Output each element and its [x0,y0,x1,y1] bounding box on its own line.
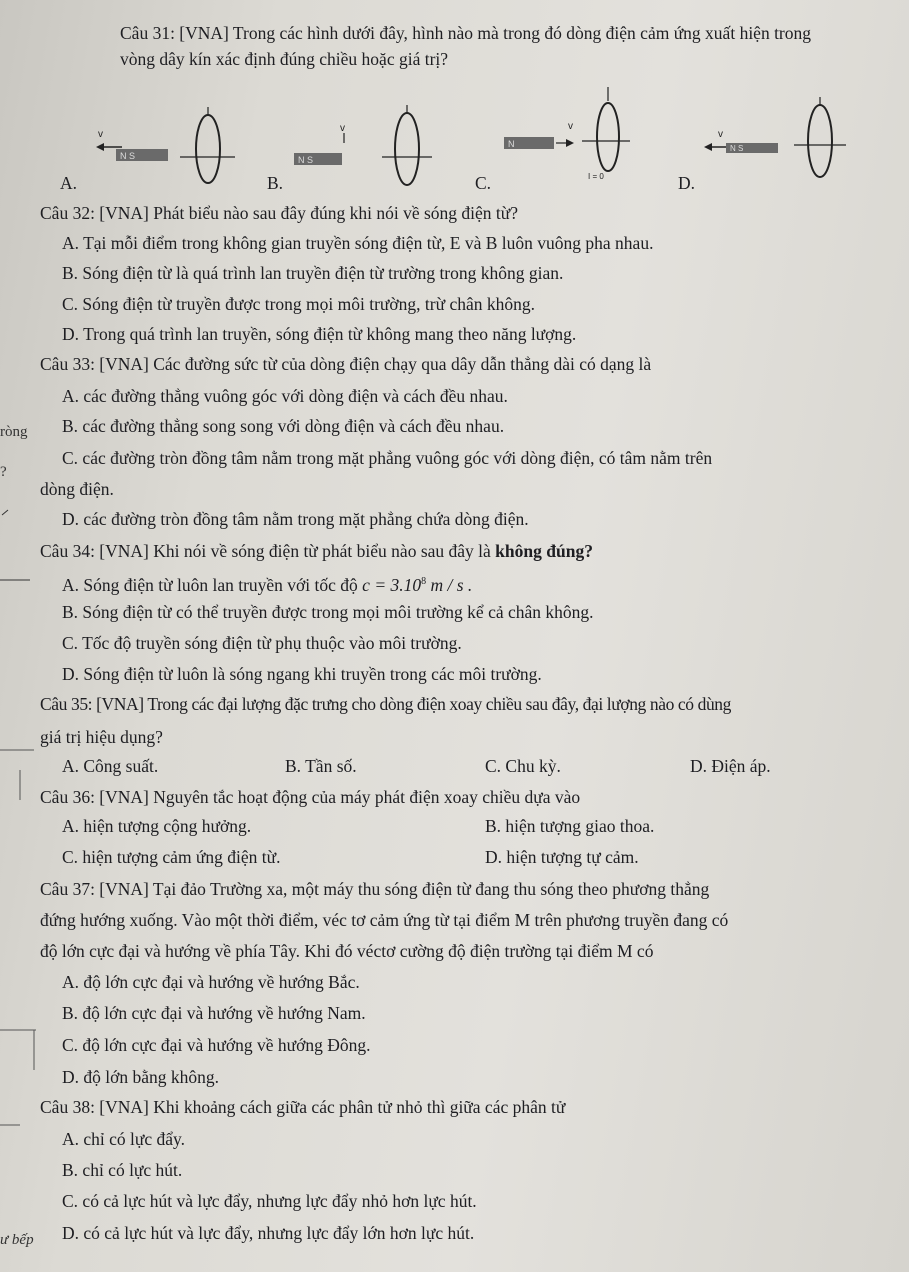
q33-option-c-line2: dòng điện. [40,479,114,499]
figure-c [470,85,670,195]
q37-option-c: C. độ lớn cực đại và hướng về hướng Đông. [62,1035,371,1055]
svg-text:v: v [340,123,345,134]
q35-line1: Câu 35: [VNA] Trong các đại lượng đặc trưng cho dòng điện xoay chiều sau đây, đại lượng nào có dùng [40,694,732,714]
q32-option-a: A. Tại mỗi điểm trong không gian truyền sóng điện từ, E và B luôn vuông pha nhau. [62,233,654,253]
svg-text:N S: N S [298,155,314,165]
q38-option-b: B. chỉ có lực hút. [62,1160,183,1180]
q32-option-d: D. Trong quá trình lan truyền, sóng điện từ không mang theo năng lượng. [62,324,577,344]
q32-option-c: C. Sóng điện từ truyền được trong mọi môi trường, trừ chân không. [62,294,535,314]
margin-note-rong: ròng [0,424,28,440]
q37-line1: Câu 37: [VNA] Tại đảo Trường xa, một máy thu sóng điện từ đang thu sóng theo phương thẳng [40,879,710,899]
figure-d [678,85,878,195]
figure-d-label: D. [678,173,696,193]
q33-option-b: B. các đường thẳng song song với dòng điện và cách đều nhau. [62,416,505,436]
q38-option-a: A. chỉ có lực đẩy. [62,1129,186,1149]
q36-stem: Câu 36: [VNA] Nguyên tắc hoạt động của máy phát điện xoay chiều dựa vào [40,787,581,807]
svg-text:N: N [508,139,515,149]
q35-option-c: C. Chu kỳ. [485,756,561,776]
svg-text:N S: N S [120,151,136,161]
margin-marks [0,330,40,1230]
q37-option-b: B. độ lớn cực đại và hướng về hướng Nam. [62,1003,366,1023]
q38-option-d: D. có cả lực hút và lực đẩy, nhưng lực đẩy lớn hơn lực hút. [62,1223,475,1243]
svg-text:v: v [568,121,573,132]
q32-stem: Câu 32: [VNA] Phát biểu nào sau đây đúng khi nói về sóng điện từ? [40,203,519,223]
q37-line3: độ lớn cực đại và hướng về phía Tây. Khi đó véctơ cường độ điện trường tại điểm M có [40,941,654,961]
figure-a-label: A. [60,173,78,193]
svg-text:N S: N S [730,144,744,153]
q37-option-d: D. độ lớn bằng không. [62,1067,220,1087]
q36-option-b: B. hiện tượng giao thoa. [485,816,655,836]
q35-option-a: A. Công suất. [62,756,159,776]
svg-text:v: v [98,129,103,140]
figure-b-label: B. [267,173,284,193]
figure-c-label: C. [475,173,492,193]
q33-option-d: D. các đường tròn đồng tâm nằm trong mặt phẳng chứa dòng điện. [62,509,529,529]
svg-text:I = 0: I = 0 [588,172,604,181]
q36-option-a: A. hiện tượng cộng hưởng. [62,816,252,836]
q34-stem: Câu 34: [VNA] Khi nói về sóng điện từ phát biểu nào sau đây là không đúng? [40,541,593,561]
q31-line2: vòng dây kín xác định đúng chiều hoặc giá trị? [120,49,449,69]
q36-option-d: D. hiện tượng tự cảm. [485,847,639,867]
q35-option-d: D. Điện áp. [690,756,771,776]
q34-option-c: C. Tốc độ truyền sóng điện từ phụ thuộc vào môi trường. [62,633,462,653]
figure-b [262,85,462,195]
q33-option-c-line1: C. các đường tròn đồng tâm nằm trong mặt phẳng vuông góc với dòng điện, có tâm nằm trên [62,448,713,468]
magnet-coil-icon [470,85,670,195]
q31-line1: Câu 31: [VNA] Trong các hình dưới đây, hình nào mà trong đó dòng điện cảm ứng xuất hiện trong [120,23,812,43]
q35-line2: giá trị hiệu dụng? [40,727,163,747]
q34-option-a: A. Sóng điện từ luôn lan truyền với tốc độ $c = 3.10^8$ m / s . [62,574,473,595]
svg-text:v: v [718,129,723,140]
q32-option-b: B. Sóng điện từ là quá trình lan truyền điện từ trường trong không gian. [62,263,564,283]
q36-option-c: C. hiện tượng cảm ứng điện từ. [62,847,281,867]
magnet-coil-icon [678,85,878,195]
q33-stem: Câu 33: [VNA] Các đường sức từ của dòng điện chạy qua dây dẫn thẳng dài có dạng là [40,354,652,374]
q35-option-b: B. Tần số. [285,756,357,776]
q34-option-d: D. Sóng điện từ luôn là sóng ngang khi truyền trong các môi trường. [62,664,542,684]
magnet-coil-icon [262,85,462,195]
margin-note-question: ? [0,464,7,480]
q34-option-b: B. Sóng điện từ có thể truyền được trong mọi môi trường kể cả chân không. [62,602,594,622]
q37-option-a: A. độ lớn cực đại và hướng về hướng Bắc. [62,972,360,992]
q37-line2: đứng hướng xuống. Vào một thời điểm, véc tơ cảm ứng từ tại điểm M trên phương truyền đang có [40,910,729,930]
figure-a [60,85,260,195]
margin-note-bep: ư bếp [0,1232,34,1248]
q33-option-a: A. các đường thẳng vuông góc với dòng điện và cách đều nhau. [62,386,508,406]
q38-stem: Câu 38: [VNA] Khi khoảng cách giữa các phân tử nhỏ thì giữa các phân tử [40,1097,566,1117]
magnet-coil-icon [60,85,260,195]
q38-option-c: C. có cả lực hút và lực đẩy, nhưng lực đẩy nhỏ hơn lực hút. [62,1191,477,1211]
